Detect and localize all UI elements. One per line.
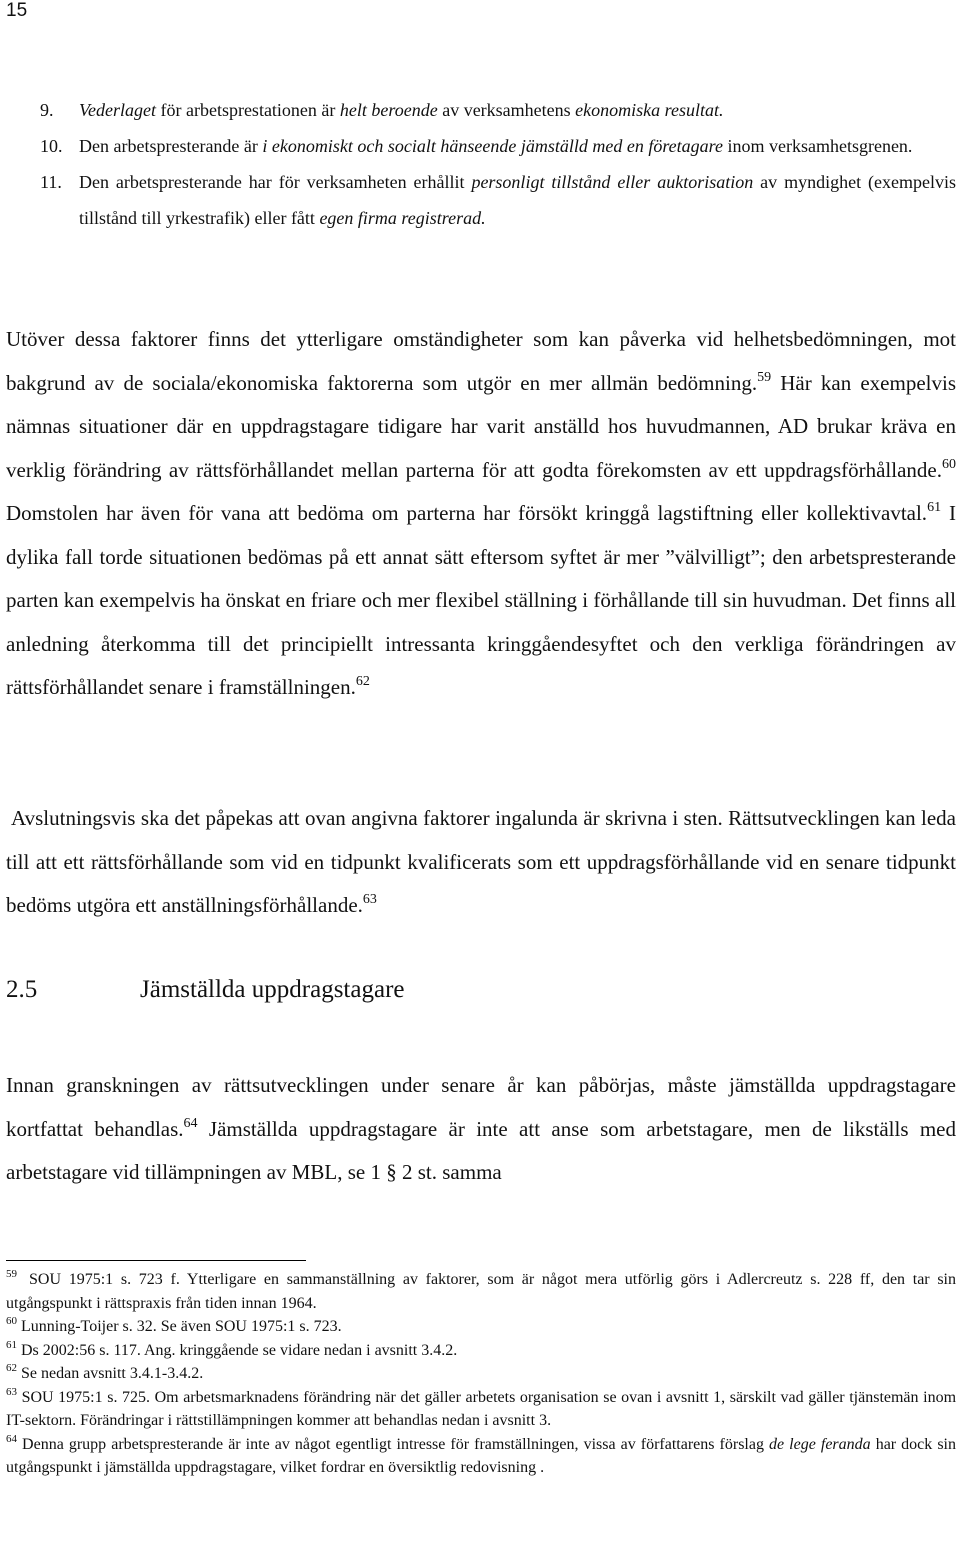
footnote-text-italic: de lege feranda	[769, 1435, 871, 1453]
body-paragraph	[6, 797, 956, 928]
list-text-italic: egen firma registrerad.	[319, 208, 486, 228]
footnote-ref[interactable]: 64	[183, 1115, 198, 1131]
list-text: Den arbetspresterande har för verksamheten erhållit	[79, 172, 472, 192]
footnote-text: Se nedan avsnitt 3.4.1-3.4.2.	[21, 1365, 204, 1382]
list-item	[40, 92, 956, 128]
footnote-number: 62	[6, 1362, 17, 1374]
footnote-text: SOU 1975:1 s. 723 f. Ytterligare en sammanställning av faktorer, som är något mera utförlig görs i Adlercreutz s. 228 ff, den tar sin utgångspunkt i rättspraxis från tiden innan 1964.	[6, 1271, 956, 1312]
footnote-text: Ds 2002:56 s. 117. Ang. kringgående se vidare nedan i avsnitt 3.4.2.	[21, 1341, 458, 1359]
list-text-italic: personligt tillstånd eller auktorisation	[471, 172, 754, 192]
body-paragraph	[6, 318, 956, 710]
list-item-number: 11.	[40, 172, 62, 192]
footnote	[6, 1386, 956, 1433]
list-text-italic: ekonomiska resultat.	[575, 100, 724, 120]
footnote	[6, 1433, 956, 1480]
list-text: Den arbetspresterande är	[79, 136, 263, 156]
paragraph-text: Domstolen har även för vana att bedöma om parterna har försökt kringgå lagstiftning eller kollektivavtal.	[6, 501, 928, 525]
paragraph-text: Avslutningsvis ska det påpekas att ovan angivna faktorer ingalunda är skrivna i sten. Rättsutvecklingen kan leda till att ett rättsförhållande som vid en tidpunkt kvalificerats som ett uppdragsförhållande vid en senare tidpunkt bedöms utgöra ett anställningsförhållande.	[6, 806, 956, 917]
list-text: av verksamhetens	[437, 100, 576, 120]
footnote-separator	[6, 1260, 306, 1261]
footnote-text: Denna grupp arbetspresterande är inte av något egentligt intresse för framställningen, vissa av författarens förslag	[22, 1435, 770, 1453]
list-text: av myndighet (exempelvis tillstånd till yrkestrafik) eller fått	[79, 172, 957, 228]
paragraph-text: Jämställda uppdragstagare är inte att anse som arbetstagare, men de likställs med arbetstagare vid tillämpningen av MBL, se 1 § 2 st. samma	[6, 1116, 957, 1184]
list-item	[40, 164, 956, 236]
footnote-text: Lunning-Toijer s. 32. Se även SOU 1975:1 s. 723.	[21, 1318, 342, 1335]
paragraph-text: I dylika fall torde situationen bedömas på ett annat sätt eftersom syftet är mer ”välvilligt”; den arbetspresterande parten kan exempelvis ha önskat en friare och mer flexibel ställning i förhållande till sin huvudman. Det finns all anledning återkomma till det principiellt intressanta kringgåendesyftet och den verkliga förändringen av rättsförhållandet senare i framställningen.	[6, 501, 956, 699]
footnote	[6, 1339, 956, 1363]
footnote	[6, 1315, 956, 1339]
list-text-italic: Vederlaget	[79, 100, 156, 120]
footnote-number: 64	[6, 1432, 17, 1445]
list-text-italic: i ekonomiskt och socialt hänseende jämställd med en företagare	[262, 136, 723, 156]
footnote	[6, 1362, 956, 1386]
paragraph-text: Utöver dessa faktorer finns det ytterligare omständigheter som kan påverka vid helhetsbedömningen, mot bakgrund av de sociala/ekonomiska faktorerna som utgör en mer allmän bedömning.	[6, 327, 956, 395]
footnote-number: 59	[6, 1268, 17, 1280]
footnote-ref[interactable]: 60	[942, 456, 956, 472]
section-number: 2.5	[6, 976, 38, 1003]
body-paragraph	[6, 1064, 956, 1195]
list-item-number: 10.	[40, 136, 63, 156]
footnote-number: 60	[6, 1315, 17, 1327]
footnotes	[6, 1268, 956, 1480]
criteria-list	[40, 92, 956, 236]
paragraph-text: Innan granskningen av rättsutvecklingen under senare år kan påbörjas, måste jämställda uppdragstagare kortfattat behandlas.	[6, 1073, 956, 1141]
paragraph-text: Här kan exempelvis nämnas situationer där en uppdragstagare tidigare har varit anställd hos huvudmannen, AD brukar kräva en verklig förändring av rättsförhållandet mellan parterna för att godta förekomsten av ett uppdragsförhållande.	[6, 370, 956, 482]
list-text: för arbetsprestationen är	[155, 100, 340, 120]
footnote-ref[interactable]: 61	[927, 500, 942, 515]
footnote	[6, 1268, 956, 1315]
list-item-number: 9.	[40, 100, 54, 120]
footnote-text: har dock sin utgångspunkt i jämställda uppdragstagare, vilket fordrar en översiktlig redovisning .	[6, 1435, 956, 1476]
footnote-number: 63	[6, 1385, 17, 1398]
section-heading	[6, 976, 405, 1004]
page-number: 15	[6, 0, 28, 21]
footnote-number: 61	[6, 1338, 17, 1351]
section-title: Jämställda uppdragstagare	[140, 976, 405, 1003]
footnote-ref[interactable]: 63	[362, 892, 377, 907]
footnote-ref[interactable]: 62	[355, 674, 370, 689]
footnote-text: SOU 1975:1 s. 725. Om arbetsmarknadens förändring när det gäller arbetets organisation se ovan i avsnitt 1, särskilt vad gäller tjänstemän inom IT-sektorn. Förändringar i rättstillämpningen kommer att behandlas nedan i avsnitt 3.	[6, 1388, 957, 1429]
footnote-ref[interactable]: 59	[757, 369, 772, 385]
list-text-italic: helt beroende	[339, 100, 438, 120]
list-item	[40, 128, 956, 164]
list-text: inom verksamhetsgrenen.	[722, 136, 913, 156]
